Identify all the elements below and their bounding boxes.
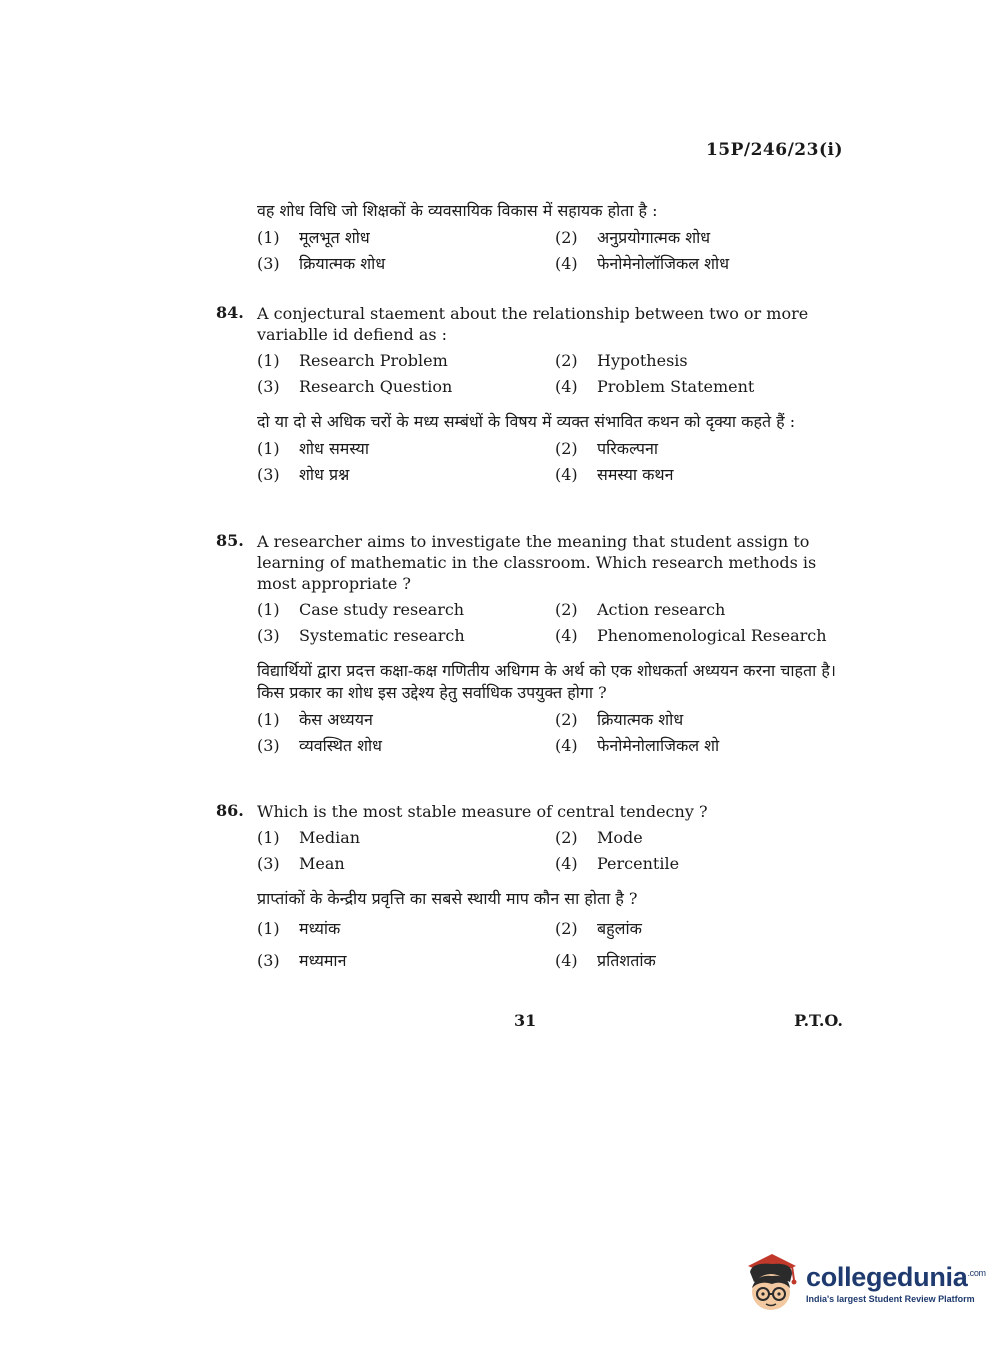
option	[555, 950, 844, 971]
option	[555, 438, 844, 459]
pto-label: P.T.O.	[794, 1011, 843, 1030]
logo-name: collegedunia	[806, 1262, 968, 1292]
option-text: मूलभूत शोध	[299, 228, 370, 247]
option-number: (1)	[257, 351, 280, 370]
option-text: Case study research	[299, 600, 465, 619]
option-text: Median	[299, 828, 361, 847]
option	[257, 827, 555, 848]
option	[257, 709, 555, 730]
options-hindi	[257, 709, 844, 756]
logo-tagline: India's largest Student Review Platform	[806, 1294, 975, 1304]
option-number: (2)	[555, 439, 578, 458]
option-number: (2)	[555, 828, 578, 847]
option	[555, 464, 844, 485]
option-number: (2)	[555, 228, 578, 247]
option-number: (3)	[257, 465, 280, 484]
question-hindi-text: विद्यार्थियों द्वारा प्रदत्त कक्षा-कक्ष गणितीय अधिगम के अर्थ को एक शोधकर्ता अध्ययन करना चाहता है। किस प्रकार का शोध इस उद्देश्य हेतु सर्वाधिक उपयुक्त होगा ?	[257, 661, 836, 702]
option	[257, 464, 555, 485]
options-hindi	[257, 918, 844, 971]
question-text: Which is the most stable measure of central tendecny ?	[257, 802, 708, 821]
option	[257, 438, 555, 459]
option-number: (1)	[257, 919, 280, 938]
options-english	[257, 827, 844, 874]
question-85	[216, 531, 844, 756]
option	[555, 350, 844, 371]
option-text: क्रियात्मक शोध	[597, 710, 684, 729]
option-number: (1)	[257, 710, 280, 729]
option-number: (2)	[555, 919, 578, 938]
option	[257, 950, 555, 971]
question-83-hindi	[216, 200, 844, 274]
option-text: मध्यमान	[299, 951, 347, 970]
question-hindi-text: प्राप्तांकों के केन्द्रीय प्रवृत्ति का सबसे स्थायी माप कौन सा होता है ?	[257, 889, 638, 908]
option	[555, 253, 844, 274]
logo-domain: .com	[967, 1268, 986, 1278]
option-text: मध्यांक	[299, 919, 341, 938]
option-text: फेनोमेनोलॉजिकल शोध	[597, 254, 730, 273]
option	[555, 599, 844, 620]
option	[257, 227, 555, 248]
option-number: (3)	[257, 377, 280, 396]
option-text: Problem Statement	[597, 377, 755, 396]
option-text: Hypothesis	[597, 351, 688, 370]
question-text: A conjectural staement about the relationship between two or more variablle id defiend as :	[257, 304, 809, 344]
option-text: व्यवस्थित शोध	[299, 736, 382, 755]
option	[555, 227, 844, 248]
option-text: क्रियात्मक शोध	[299, 254, 386, 273]
option-text: समस्या कथन	[597, 465, 674, 484]
option-number: (4)	[555, 377, 578, 396]
option	[257, 253, 555, 274]
option-number: (4)	[555, 465, 578, 484]
option-number: (4)	[555, 951, 578, 970]
option	[257, 918, 555, 939]
option-text: प्रतिशतांक	[597, 951, 656, 970]
options-english	[257, 350, 844, 397]
option-text: Research Question	[299, 377, 453, 396]
option	[555, 625, 844, 646]
option-number: (3)	[257, 254, 280, 273]
paper-code: 15P/246/23(i)	[705, 140, 843, 160]
collegedunia-logo	[742, 1252, 986, 1314]
option-number: (2)	[555, 351, 578, 370]
options-hindi	[257, 227, 844, 274]
question-number: 85.	[216, 531, 244, 550]
question-86	[216, 801, 844, 971]
option-text: अनुप्रयोगात्मक शोध	[597, 228, 711, 247]
option	[555, 376, 844, 397]
page-number: 31	[514, 1011, 537, 1030]
option-text: शोध प्रश्न	[299, 465, 350, 484]
option-number: (3)	[257, 951, 280, 970]
mascot-icon	[742, 1252, 800, 1314]
option	[257, 350, 555, 371]
question-number: 84.	[216, 303, 244, 322]
option-number: (2)	[555, 600, 578, 619]
option	[257, 599, 555, 620]
option-number: (4)	[555, 626, 578, 645]
question-hindi-text: वह शोध विधि जो शिक्षकों के व्यवसायिक विकास में सहायक होता है :	[257, 201, 658, 220]
option-text: Action research	[597, 600, 726, 619]
option-number: (3)	[257, 854, 280, 873]
option-number: (1)	[257, 228, 280, 247]
option-text: Phenomenological Research	[597, 626, 827, 645]
option	[257, 735, 555, 756]
option-number: (1)	[257, 600, 280, 619]
option-number: (4)	[555, 736, 578, 755]
option-text: Mode	[597, 828, 643, 847]
question-text: A researcher aims to investigate the meaning that student assign to learning of mathematic in the classroom. Which research methods is most appropriate ?	[257, 532, 817, 593]
option	[555, 709, 844, 730]
option-text: बहुलांक	[597, 919, 642, 938]
option	[257, 625, 555, 646]
option-number: (2)	[555, 710, 578, 729]
question-hindi-text: दो या दो से अधिक चरों के मध्य सम्बंधों के विषय में व्यक्त संभावित कथन को दृक्या कहते हैं :	[257, 412, 796, 431]
option	[555, 735, 844, 756]
option	[555, 853, 844, 874]
option	[257, 853, 555, 874]
option-text: शोध समस्या	[299, 439, 369, 458]
option-text: Percentile	[597, 854, 680, 873]
option-number: (3)	[257, 626, 280, 645]
options-hindi	[257, 438, 844, 485]
option-text: Mean	[299, 854, 345, 873]
option-text: Research Problem	[299, 351, 448, 370]
option	[555, 827, 844, 848]
option	[555, 918, 844, 939]
option-number: (1)	[257, 828, 280, 847]
option-number: (4)	[555, 254, 578, 273]
option-number: (1)	[257, 439, 280, 458]
option-text: केस अध्ययन	[299, 710, 373, 729]
option-number: (3)	[257, 736, 280, 755]
option	[257, 376, 555, 397]
question-number: 86.	[216, 801, 244, 820]
option-text: परिकल्पना	[597, 439, 659, 458]
question-84	[216, 303, 844, 485]
option-text: Systematic research	[299, 626, 465, 645]
options-english	[257, 599, 844, 646]
option-text: फेनोमेनोलाजिकल शो	[597, 736, 720, 755]
option-number: (4)	[555, 854, 578, 873]
